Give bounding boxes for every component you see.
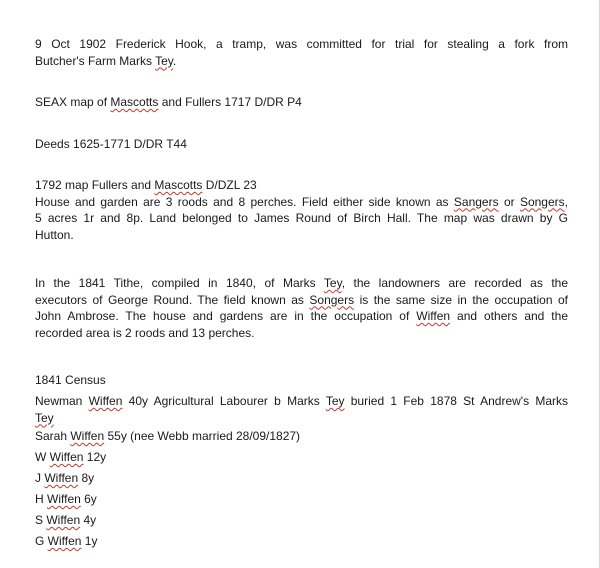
text-run: John Ambrose. The house and gardens are in the occupation of (35, 309, 417, 323)
census-entry (35, 468, 568, 489)
text-run: In the 1841 Tithe, compiled in 1840, of Marks (35, 276, 324, 290)
text-line: Hutton. (35, 227, 74, 242)
text-line (35, 292, 568, 309)
census-entry (35, 447, 568, 468)
census-entry (35, 531, 568, 552)
spellcheck-word: Wiffen (47, 492, 81, 506)
spellcheck-word: Mascotts (154, 178, 203, 192)
text-run: , the landowners are recorded as the (341, 276, 569, 290)
text-line: 9 Oct 1902 Frederick Hook, a tramp, was committed for trial for stealing a fork from (35, 37, 568, 51)
text-run: 4y (80, 513, 97, 527)
text-run: 55y (nee Webb married 28/09/1827) (104, 429, 301, 443)
text-run: SEAX map of (35, 95, 111, 109)
text-run: and others and the (450, 309, 568, 323)
spellcheck-word: Sangers (453, 194, 499, 209)
paragraph-1841-tithe (35, 275, 568, 341)
paragraph-hook (35, 36, 568, 69)
text-run: 40y Agricultural Labourer b Marks (122, 394, 326, 408)
text-line (35, 308, 568, 325)
census-entry (35, 489, 568, 510)
census-entry (35, 426, 568, 447)
text-run: House and garden are 3 roods and 8 perches. Field either side known as (35, 194, 454, 209)
spellcheck-word: Wiffen (46, 513, 81, 527)
spellcheck-word: Tey (155, 53, 173, 68)
text-run: J (35, 471, 45, 485)
text-run: is the same size in the occupation of (354, 292, 568, 307)
spellcheck-word: Wiffen (88, 394, 123, 408)
spellcheck-word: Songers (519, 194, 565, 209)
paragraph-seax-map (35, 94, 568, 111)
spellcheck-word: Wiffen (44, 471, 79, 485)
text-run: and Fullers 1717 D/DR P4 (158, 95, 302, 109)
text-run: H (35, 492, 47, 506)
text-run: 12y (83, 450, 107, 464)
text-run: 1792 map Fullers and (35, 178, 155, 192)
text-run: Butcher's Farm Marks (35, 53, 156, 68)
text-run: 8y (78, 471, 95, 485)
text-run: W (35, 450, 50, 464)
text-line (35, 275, 568, 292)
text-line (35, 53, 568, 70)
spellcheck-word: Wiffen (70, 429, 105, 443)
spellcheck-word: Tey (323, 276, 342, 290)
census-entry (35, 391, 568, 410)
spellcheck-word: Tey (325, 394, 345, 408)
text-run: buried 1 Feb 1878 St Andrew's Marks (344, 394, 569, 408)
text-run: executors of George Round. The field known as (35, 292, 310, 307)
spellcheck-word: Wiffen (49, 450, 84, 464)
text-run: G (35, 534, 48, 548)
paragraph-deeds (35, 136, 568, 153)
spellcheck-word: Mascotts (110, 95, 159, 109)
census-entry (35, 510, 568, 531)
text-run: Sarah (35, 429, 71, 443)
spellcheck-word: Wiffen (47, 534, 82, 548)
text-run: Newman (35, 394, 89, 408)
text-run: 1y (81, 534, 98, 548)
text-line (35, 194, 568, 211)
text-line (35, 94, 568, 111)
text-line: 5 acres 1r and 8p. Land belonged to James Round of Birch Hall. The map was drawn by G (35, 211, 568, 225)
paragraph-1792-map (35, 177, 568, 243)
spellcheck-word: Songers (309, 292, 355, 307)
spellcheck-word: Wiffen (416, 309, 451, 323)
paragraph-1841-census (35, 370, 568, 552)
text-run: . (172, 53, 177, 68)
text-run: or (498, 194, 520, 209)
text-run: , (564, 194, 568, 209)
text-line (35, 177, 568, 194)
text-run: D/DZL 23 (202, 178, 257, 192)
census-heading: 1841 Census (35, 373, 106, 387)
census-entry-continued (35, 410, 568, 427)
text-line: recorded area is 2 roods and 13 perches. (35, 325, 255, 340)
text-line: Deeds 1625-1771 D/DR T44 (35, 137, 187, 151)
text-run: S (35, 513, 47, 527)
text-run: 6y (80, 492, 97, 506)
spellcheck-word: Tey (35, 410, 54, 425)
